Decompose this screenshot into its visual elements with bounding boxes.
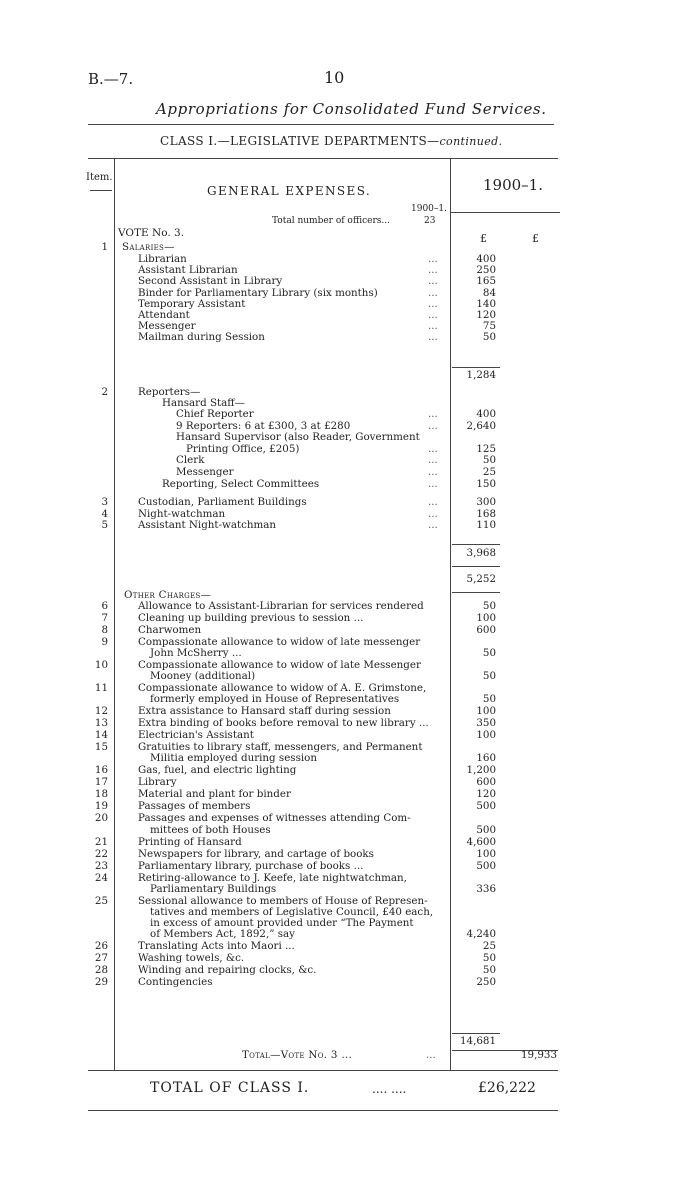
charge-line: Passages and expenses of witnesses attending Com- — [138, 812, 411, 825]
reporter-line: Clerk — [176, 454, 205, 467]
salary-line: Second Assistant in Library — [138, 275, 283, 288]
item-number: 27 — [94, 951, 108, 964]
charge-amount: 100 — [476, 705, 496, 718]
charge-line: Gas, fuel, and electric lighting — [138, 764, 297, 777]
charge-amount: 600 — [476, 624, 496, 636]
charge-amount: 50 — [482, 670, 496, 683]
leader-dots: ... — [428, 331, 438, 344]
salary-amount: 250 — [476, 264, 496, 277]
officers-label: Total number of officers... — [272, 216, 390, 226]
reporter-amount: 2,640 — [466, 419, 496, 432]
item-number: 16 — [94, 764, 108, 777]
leader-dots: ... — [428, 408, 438, 420]
salary-amount: 50 — [482, 331, 496, 344]
reporter-amount: 25 — [482, 466, 496, 478]
item-number: 13 — [94, 717, 108, 730]
reporter-line: Messenger — [176, 466, 234, 478]
charge-line: Compassionate allowance to widow of late Messenger — [138, 659, 421, 672]
charge-amount: 160 — [476, 752, 496, 765]
charge-line: Passages of members — [138, 800, 251, 813]
vote-label: VOTE No. 3. — [118, 227, 185, 239]
charge-line: Parliamentary library, purchase of books ... — [138, 859, 364, 872]
charge-line: Gratuities to library staff, messengers, and Permanent — [138, 741, 423, 754]
salary-amount: 84 — [482, 286, 496, 299]
reporter-line: Reporting, Select Committees — [162, 477, 320, 490]
item-number: 29 — [94, 975, 108, 988]
salary-line: Attendant — [138, 309, 190, 321]
charge-line: Library — [138, 776, 177, 789]
amount-column-divider — [450, 158, 451, 1070]
item-number: 8 — [101, 624, 108, 636]
item-number: 18 — [94, 788, 108, 801]
charge-amount: 120 — [476, 788, 496, 801]
charge-line: Compassionate allowance to widow of late messenger — [138, 636, 421, 648]
charge-line: Cleaning up building previous to session ... — [138, 612, 364, 624]
charge-line: Material and plant for binder — [138, 788, 291, 801]
item-number: 6 — [101, 600, 108, 612]
officers-year-label: 1900–1. — [411, 204, 447, 214]
item-number: 21 — [94, 835, 108, 848]
reporter-line: Chief Reporter — [176, 408, 254, 420]
salary-amount: 165 — [476, 275, 496, 288]
section-title: GENERAL EXPENSES. — [207, 184, 372, 198]
total-class-amount: £26,222 — [478, 1080, 536, 1096]
charge-line: Newspapers for library, and cartage of books — [138, 847, 374, 860]
expense-line: Assistant Night-watchman — [138, 519, 277, 532]
leader-dots: ... — [428, 454, 438, 467]
salaries-heading: Salaries— — [122, 241, 175, 253]
charge-line: tatives and members of Legislative Council, £40 each, — [150, 905, 434, 918]
charge-amount: 350 — [476, 717, 496, 730]
charge-line: Contingencies — [138, 975, 213, 988]
leader-dots: ... — [428, 275, 438, 288]
item-number: 14 — [94, 729, 108, 742]
reporter-amount: 400 — [476, 408, 496, 420]
salaries-subtotal: 1,284 — [466, 369, 496, 381]
charge-line: Charwomen — [138, 624, 202, 636]
total-class-label: TOTAL OF CLASS I. — [150, 1080, 310, 1096]
subtotal-3: 5,252 — [466, 573, 496, 585]
charge-line: Sessional allowance to members of House of Represen- — [138, 894, 428, 907]
item-number: 15 — [94, 741, 108, 754]
other-charges-heading: Other Charges— — [124, 589, 212, 601]
total-vote-dots: ... — [426, 1049, 436, 1061]
total-vote-amount: 19,933 — [520, 1049, 557, 1061]
subtotal-3-bottom-rule — [452, 592, 500, 593]
charge-amount: 500 — [476, 800, 496, 813]
leader-dots: ... — [428, 466, 438, 478]
item-number: 28 — [94, 963, 108, 976]
reporters-heading: Reporters— — [138, 386, 201, 398]
footer-rule — [88, 1110, 558, 1111]
reporter-amount: 125 — [476, 442, 496, 455]
leader-dots: ... — [428, 477, 438, 490]
charge-line: Parliamentary Buildings — [150, 882, 277, 895]
document-code: B.—7. — [88, 70, 134, 88]
reporter-amount: 50 — [482, 454, 496, 467]
charge-amount: 50 — [482, 951, 496, 964]
charge-amount: 336 — [476, 882, 496, 895]
leader-dots: ... — [428, 442, 438, 455]
title-rule — [88, 124, 554, 125]
charge-amount: 1,200 — [466, 764, 496, 777]
charge-line: mittees of both Houses — [150, 823, 271, 836]
charge-line: Winding and repairing clocks, &c. — [138, 963, 317, 976]
expense-line: Custodian, Parliament Buildings — [138, 496, 307, 508]
charge-amount: 4,240 — [466, 927, 496, 940]
expense-line: Night-watchman — [138, 507, 226, 520]
table-bottom-rule — [88, 1070, 558, 1071]
charge-line: Extra assistance to Hansard staff during session — [138, 705, 391, 718]
page-title: Appropriations for Consolidated Fund Services. — [156, 100, 547, 118]
leader-dots: ... — [428, 507, 438, 520]
leader-dots: ... — [428, 519, 438, 532]
item-number: 20 — [94, 812, 108, 825]
leader-dots: ... — [428, 286, 438, 299]
subtotal-2-rule — [452, 544, 500, 545]
item-header-rule — [90, 190, 112, 191]
salary-line: Messenger — [138, 320, 196, 333]
expense-amount: 110 — [476, 519, 496, 532]
other-subtotal-rule — [452, 1033, 500, 1034]
salary-amount: 120 — [476, 309, 496, 321]
item-number: 24 — [94, 871, 108, 884]
expense-amount: 300 — [476, 496, 496, 508]
charge-amount: 50 — [482, 963, 496, 976]
other-subtotal: 14,681 — [459, 1035, 496, 1047]
item-number: 22 — [94, 847, 108, 860]
total-vote-label: Total—Vote No. 3 ... — [242, 1049, 353, 1061]
charge-amount: 100 — [476, 847, 496, 860]
charge-line: Electrician's Assistant — [138, 729, 254, 742]
leader-dots: ... — [428, 297, 438, 310]
year-header-rule — [450, 212, 560, 213]
item-number: 2 — [101, 386, 108, 398]
item-number: 11 — [94, 682, 108, 695]
item-number: 25 — [94, 894, 108, 907]
charge-line: Allowance to Assistant-Librarian for services rendered — [138, 600, 424, 612]
reporter-amount: 150 — [476, 477, 496, 490]
hansard-heading: Hansard Staff— — [162, 397, 245, 409]
leader-dots: ... — [428, 496, 438, 508]
officers-count: 23 — [424, 216, 436, 226]
charge-line: Militia employed during session — [150, 752, 317, 765]
item-number: 23 — [94, 859, 108, 872]
charge-amount: 500 — [476, 823, 496, 836]
pound-sign-col1: £ — [480, 232, 487, 245]
pound-sign-col2: £ — [532, 232, 539, 245]
reporter-line: 9 Reporters: 6 at £300, 3 at £280 — [176, 419, 351, 432]
leader-dots: ... — [428, 264, 438, 277]
charge-line: John McSherry ... — [150, 647, 242, 660]
class-heading: CLASS I.—LEGISLATIVE DEPARTMENTS—continued. — [160, 134, 503, 148]
item-number: 4 — [101, 507, 108, 520]
salary-amount: 75 — [482, 320, 496, 333]
item-number: 12 — [94, 705, 108, 718]
charge-line: Translating Acts into Maori ... — [138, 939, 295, 952]
salary-line: Binder for Parliamentary Library (six months) — [138, 286, 378, 299]
charge-amount: 50 — [482, 647, 496, 660]
leader-dots: ... — [428, 320, 438, 333]
page-number: 10 — [324, 68, 345, 87]
table-top-rule — [88, 158, 558, 159]
expense-amount: 168 — [476, 507, 496, 520]
charge-line: of Members Act, 1892,” say — [150, 927, 295, 940]
charge-amount: 25 — [482, 939, 496, 952]
charge-line: Compassionate allowance to widow of A. E. Grimstone, — [138, 682, 427, 695]
charge-amount: 100 — [476, 729, 496, 742]
charge-amount: 50 — [482, 693, 496, 706]
salary-line: Mailman during Session — [138, 331, 265, 344]
item-number: 19 — [94, 800, 108, 813]
charge-amount: 100 — [476, 612, 496, 624]
total-class-dots: .... .... — [372, 1082, 407, 1096]
charge-line: Washing towels, &c. — [138, 951, 245, 964]
item-number: 17 — [94, 776, 108, 789]
salary-line: Assistant Librarian — [138, 264, 238, 277]
charge-amount: 600 — [476, 776, 496, 789]
charge-line: Extra binding of books before removal to new library ... — [138, 717, 429, 730]
charge-line: Retiring-allowance to J. Keefe, late nightwatchman, — [138, 871, 407, 884]
charge-line: Printing of Hansard — [138, 835, 242, 848]
item-number: 7 — [101, 612, 108, 624]
salaries-subtotal-rule — [452, 367, 500, 368]
charge-line: formerly employed in House of Representatives — [150, 693, 400, 706]
salary-amount: 400 — [476, 253, 496, 265]
charge-amount: 500 — [476, 859, 496, 872]
salary-line: Librarian — [138, 253, 187, 265]
subtotal-3-rule — [452, 566, 500, 567]
item-column-divider — [114, 158, 115, 1070]
leader-dots: ... — [428, 253, 438, 265]
item-column-header: Item. — [86, 172, 113, 183]
charge-amount: 250 — [476, 975, 496, 988]
item-number: 10 — [94, 659, 108, 672]
salary-line: Temporary Assistant — [138, 297, 246, 310]
reporter-line: Hansard Supervisor (also Reader, Government — [176, 431, 420, 444]
item-number: 26 — [94, 939, 108, 952]
salary-amount: 140 — [476, 297, 496, 310]
item-number: 1 — [101, 241, 108, 253]
item-number: 3 — [101, 496, 108, 508]
leader-dots: ... — [428, 419, 438, 432]
item-number: 5 — [101, 519, 108, 532]
year-column-header: 1900–1. — [483, 176, 543, 194]
reporter-line: Printing Office, £205) — [186, 442, 300, 455]
item-number: 9 — [101, 636, 108, 648]
charge-amount: 4,600 — [466, 835, 496, 848]
subtotal-2: 3,968 — [466, 547, 496, 559]
leader-dots: ... — [428, 309, 438, 321]
charge-line: in excess of amount provided under “The Payment — [150, 916, 414, 929]
charge-line: Mooney (additional) — [150, 670, 256, 683]
charge-amount: 50 — [482, 600, 496, 612]
